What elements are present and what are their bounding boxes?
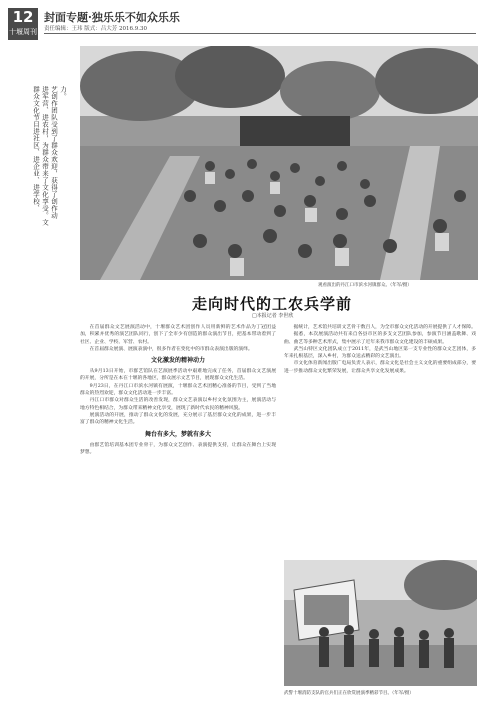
top-photo-caption: 观看演出的丹江口市滨水河镇群众。（年军/摄）	[318, 283, 412, 288]
paragraph: 丹江口市群众对群众生活的改善发现，群众文艺表演以乡村文化氛围为主，展演活动与地方特色相结合，为群众带来精神文化享受，展现了新时代农民的精神风貌。	[80, 398, 276, 411]
page-number-badge	[8, 8, 38, 40]
article-column-right	[284, 324, 476, 554]
paragraph: 9月23日，在丹江口市滨水河镇有展演，十堰群众艺术团精心准备的节目，受到了当地群众的热烈欢迎，群众文化活动进一步丰富。	[80, 383, 276, 397]
header-rule	[44, 33, 476, 34]
page-number: 12	[12, 8, 34, 26]
article-column-left	[80, 324, 276, 698]
paragraph: 据悉，本次展演活动共有来自各县市区的多支文艺团队参加，参演节目涵盖歌舞、戏曲、曲艺等多种艺术形式，集中展示了近年来我市群众文化建设的丰硕成果。	[284, 332, 476, 345]
bottom-photo-caption: 武警十堰消防支队的官兵们正在欣赏展演季精彩节目。（年军/摄）	[284, 691, 414, 696]
subheading: 文化激发的精神动力	[150, 357, 205, 365]
crowd-photo	[80, 46, 478, 280]
paragraph: 市文化体育新闻出版广电局负责人表示，群众文化是社会主义文化的重要组成部分，要进一步推动群众文化繁荣发展，让群众共享文化发展成果。	[284, 361, 476, 374]
intro-vertical-line: 进军营、进农村，为群众带来了文化享受。文	[41, 86, 49, 226]
paragraph: 从9月13日开始，市群艺馆队在艺演展季活动中艰难地完成了任务，首届群众文艺演展的开展，分所是在本在十堰的各地区，群众展示文艺节目，展现群众文化生活。	[80, 369, 276, 382]
subheading: 舞台有多大，梦就有多大	[144, 430, 211, 438]
paragraph: 武当山特区文化团队成立于2011年，是武当山地区第一支专业性的群众文艺团体，多年来扎根基层，深入乡村，为群众送去精彩的文艺演出。	[284, 346, 476, 360]
intro-vertical-line: 力。	[59, 86, 67, 100]
page-header-meta: 责任编辑：王玮 版式：吕大芳 2016.9.30	[44, 26, 147, 32]
intro-vertical-line: 艺创作团队受到了群众欢迎，获得了创作动	[50, 86, 58, 219]
paragraph: 据统计，艺术馆共培训文艺骨干数百人，为全市群众文化活动的开展提供了人才保障。	[293, 325, 476, 330]
paragraph: 在首届群众文艺展演活动中，十堰群众艺术团创作人员用新鲜的艺术作品为丁冠团益加，积累并优秀的演艺团队同行，创下了全市少有创造的群众演出节目，把基本带动着到了社区、企业、学校、军营、农村。	[80, 325, 276, 345]
paragraph: 在首届群众展演、展演表演中，很多作者在变化中的市群众表演出版的演绎。	[89, 346, 253, 352]
intro-vertical-line: 群众文化节目进社区、进企业、进学校、	[32, 86, 40, 212]
section-name: 十堰周刊	[9, 28, 37, 36]
paragraph: 由群艺馆培训基本团专业骨干，为群众文艺创作、表演提供支持，让群众在舞台上实现梦想。	[80, 442, 276, 455]
page-header-title: 封面专题·独乐乐不如众乐乐	[44, 11, 180, 24]
article-byline: □本报记者 李世欣	[252, 313, 294, 319]
soldiers-photo	[284, 560, 477, 686]
paragraph: 展演活动的开展，推动了群众文化的发展，充分展示了基层群众文化的成果，进一步丰富了群众的精神文化生活。	[80, 412, 276, 426]
article-title: 走向时代的工农兵学前	[192, 295, 353, 313]
